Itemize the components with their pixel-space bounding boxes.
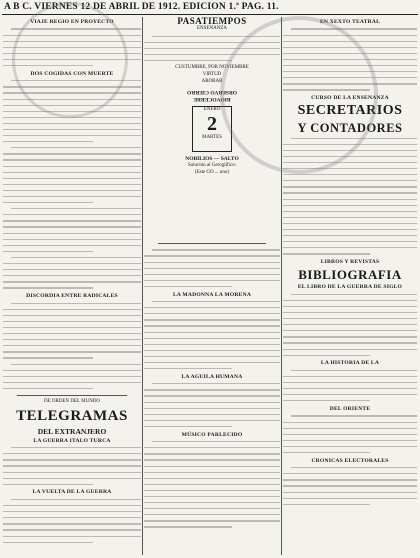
article-text: [3, 300, 141, 391]
puzzle-line: VIRTUD: [202, 71, 222, 77]
section-title: BIBLIOGRAFIA: [298, 267, 402, 283]
puzzle-title: PASATIEMPOS: [177, 17, 247, 26]
puzzle-subtitle: ENSENANZA: [197, 26, 227, 32]
puzzle-line: CUSTUMBRE, POR NOVIEMBRE: [175, 64, 249, 70]
section-heading: CRONICAS ELECTORALES: [311, 457, 389, 464]
article-text: [144, 439, 280, 530]
separator: [17, 395, 127, 396]
section-heading: EL LIBRO DE LA GUERRA DE SIGLO: [297, 284, 403, 291]
watermark-stamp: [220, 16, 378, 174]
article-text: [3, 445, 141, 488]
article-text: [283, 291, 417, 358]
section-heading: EN XEXTO TEATRAL: [319, 19, 381, 25]
watermark-stamp: [12, 2, 128, 118]
section-heading: LIBROS Y REVISTAS: [320, 259, 380, 266]
section-heading: LA HISTORIA DE LA: [320, 360, 380, 367]
section-title: TELEGRAMAS: [16, 407, 128, 424]
article-text: [283, 413, 417, 456]
puzzle-inverted-text: BIOVOCERBE: [193, 96, 231, 103]
section-heading: CURSO DE LA ENSENANZA: [311, 95, 389, 102]
section-subtitle: DEL EXTRANJERO: [37, 426, 107, 436]
puzzle-text: NOBILIOS — SALTO: [185, 156, 239, 163]
column-divider: [142, 17, 143, 555]
section-heading: LA GUERRA ITALO TURCA: [33, 437, 111, 444]
calendar-month: ENERO: [203, 107, 221, 113]
article-text: [283, 465, 417, 508]
article-text: [144, 381, 280, 430]
section-heading: LA MADONNA LA MORENA: [172, 291, 252, 298]
section-heading: LA VUELTA DE LA GUERRA: [32, 489, 112, 496]
section-heading: MÚSICO PARLECIDO: [181, 431, 243, 438]
section-title: Y CONTADORES: [297, 121, 403, 136]
section-heading: VIAJE REGIO EN PROYECTO: [30, 19, 114, 25]
solution-label: Solución al Geroglífico:: [187, 163, 237, 169]
article-text: [283, 367, 417, 404]
section-title: SECRETARIOS: [297, 103, 403, 119]
section-heading: DISCORDIA ENTRE RADICALES: [26, 293, 118, 300]
puzzle-line: AROBAR: [201, 78, 223, 84]
dateline: DE ORDEN DEL MUNDO: [43, 398, 101, 404]
separator: [158, 243, 266, 244]
article-text: [3, 497, 141, 546]
article-text: [144, 299, 280, 372]
section-heading: DOS COGIDAS CON MUERTE: [30, 70, 114, 77]
header-title: A B C. VIERNES 12 DE ABRIL DE 1912. EDICION 1.ª PAG. 11.: [4, 2, 279, 12]
article-text: [144, 247, 280, 290]
puzzle-inverted-text: OBSERVO CIERRO: [187, 89, 237, 96]
calendar-weekday: MARTES: [202, 135, 222, 141]
solution-text: (Este GO ... uno): [194, 170, 230, 176]
section-heading: DEL ORIENTE: [329, 405, 371, 412]
section-heading: LA AGUILA HUMANA: [181, 373, 243, 380]
calendar-day: 2: [207, 113, 217, 136]
